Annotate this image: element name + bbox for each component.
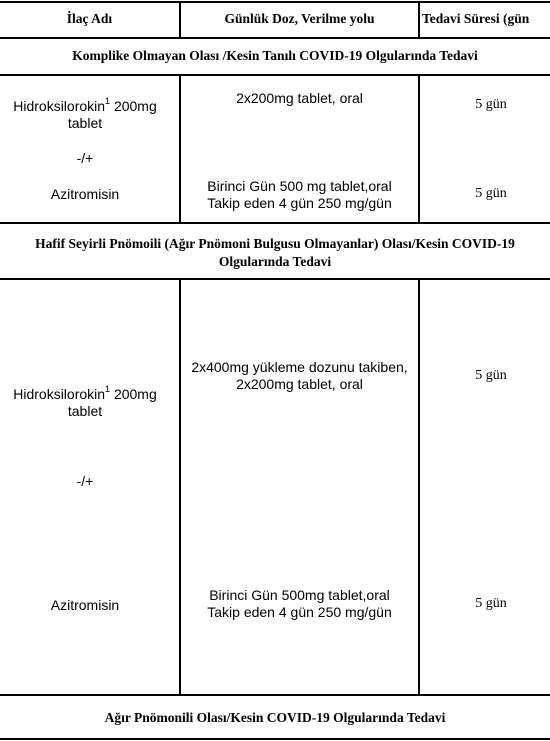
- header-drug-name: İlaç Adı: [66, 11, 113, 26]
- section1-drug2-dose-line1: Birinci Gün 500 mg tablet,oral: [207, 178, 392, 194]
- table-top-border: [0, 1, 550, 3]
- section3-title-bottom-border: [0, 738, 550, 740]
- section1-drug1-name-text: Hidroksilorokin: [13, 98, 106, 114]
- section2-drug2-dose-line2: Takip eden 4 gün 250 mg/gün: [207, 604, 392, 620]
- section2-drug1-duration: 5 gün: [475, 368, 507, 383]
- section1-drug2-duration: 5 gün: [475, 186, 507, 201]
- section2-title-bottom-border: [0, 278, 550, 280]
- section1-connector: -/+: [76, 150, 94, 166]
- section1-drug2-dose-line2: Takip eden 4 gün 250 mg/gün: [207, 195, 392, 211]
- section1-bottom-border: [0, 222, 550, 224]
- section2-drug1-dose-line2: 2x200mg tablet, oral: [236, 376, 363, 392]
- section1-drug1-dose: 2x200mg tablet, oral: [236, 90, 363, 106]
- section2-drug1-footnote: 1: [105, 384, 111, 395]
- section2-drug2-name: Azitromisin: [50, 597, 120, 613]
- section2-drug1-dose-line1: 2x400mg yükleme dozunu takiben,: [191, 359, 408, 375]
- section2-bottom-border: [0, 694, 550, 696]
- header-duration-text: Tedavi Süresi (gün: [422, 11, 530, 26]
- section2-connector: -/+: [76, 473, 94, 489]
- header-bottom-border: [0, 37, 550, 39]
- section2-title-line2: Olgularında Tedavi: [218, 254, 332, 269]
- header-daily-dose: Günlük Doz, Verilme yolu: [224, 11, 375, 26]
- section2-divider-2: [418, 278, 420, 696]
- section2-drug1-form: tablet: [67, 403, 103, 419]
- section1-drug2-name: Azitromisin: [50, 186, 120, 202]
- header-duration: [422, 11, 550, 27]
- section2-divider-1: [179, 278, 181, 696]
- header-divider-2: [418, 1, 420, 39]
- section1-drug1-footnote: 1: [105, 96, 111, 107]
- section1-drug1-strength: 200mg: [110, 98, 157, 114]
- section1-drug1-duration: 5 gün: [475, 97, 507, 112]
- section1-title-bottom-border: [0, 74, 550, 76]
- section2-drug1-name-text: Hidroksilorokin: [13, 386, 106, 402]
- section3-title: Ağır Pnömonili Olası/Kesin COVID-19 Olgularında Tedavi: [104, 710, 446, 725]
- section1-title: Komplike Olmayan Olası /Kesin Tanılı COVID-19 Olgularında Tedavi: [72, 48, 478, 63]
- section2-drug1-name: [0, 386, 170, 402]
- section2-drug2-dose-line1: Birinci Gün 500mg tablet,oral: [209, 587, 390, 603]
- section1-drug1-name: [0, 98, 170, 114]
- section2-drug2-duration: 5 gün: [475, 596, 507, 611]
- section1-drug1-form: tablet: [67, 115, 103, 131]
- section2-drug1-strength: 200mg: [110, 386, 157, 402]
- section2-title-line1: Hafif Seyirli Pnömoili (Ağır Pnömoni Bulgusu Olmayanlar) Olası/Kesin COVID-19: [35, 236, 515, 251]
